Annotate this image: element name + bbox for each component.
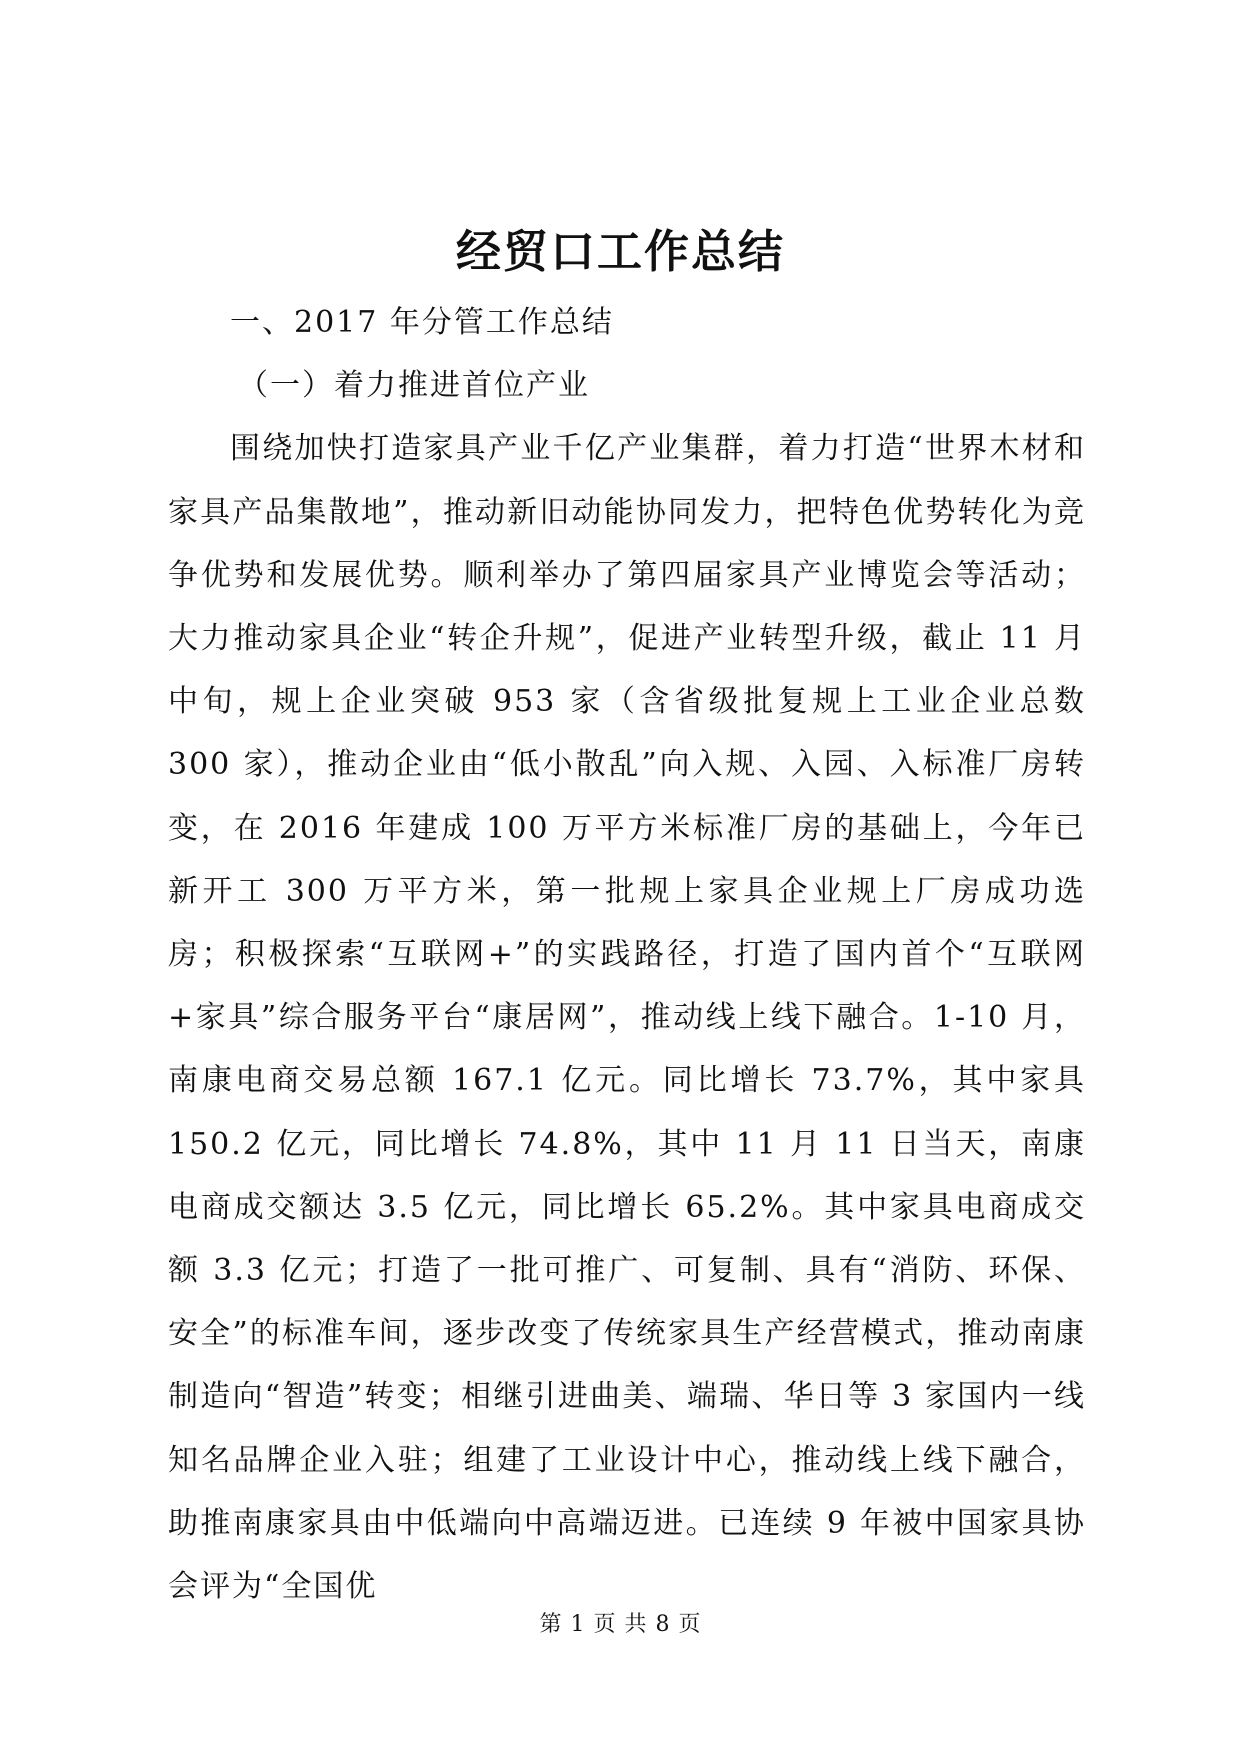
body-paragraph: 围绕加快打造家具产业千亿产业集群，着力打造“世界木材和家具产品集散地”，推动新旧动能协同发力，把特色优势转化为竞争优势和发展优势。顺利举办了第四届家具产业博览会等活动；大力推动家具企业“转企升规”，促进产业转型升级，截止 11 月中旬，规上企业突破 953 家（含省级批复规上工业企业总数 300 家），推动企业由“低小散乱”向入规、入园、入标准厂房转变，在 2016 年建成 100 万平方米标准厂房的基础上，今年已新开工 300 万平方米，第一批规上家具企业规上厂房成功选房；积极探索“互联网+”的实践路径，打造了国内首个“互联网+家具”综合服务平台“康居网”，推动线上线下融合。1-10 月，南康电商交易总额 167.1 亿元。同比增长 73.7%，其中家具 150.2 亿元，同比增长 74.8%，其中 11 月 11 日当天，南康电商成交额达 3.5 亿元，同比增长 65.2%。其中家具电商成交额 3.3 亿元；打造了一批可推广、可复制、具有“消防、环保、安全”的标准车间，逐步改变了传统家具生产经营模式，推动南康制造向“智造”转变；相继引进曲美、端瑞、华日等 3 家国内一线知名品牌企业入驻；组建了工业设计中心，推动线上线下融合，助推南康家具由中低端向中高端迈进。已连续 9 年被中国家具协会评为“全国优 <box>168 431 1086 1605</box>
document-body <box>168 291 1086 1618</box>
page-number-footer: 第 1 页 共 8 页 <box>539 1612 702 1637</box>
section-heading: 一、2017 年分管工作总结 <box>230 305 614 340</box>
document-title: 经贸口工作总结 <box>455 225 785 278</box>
subsection-heading: （一）着力推进首位产业 <box>238 368 590 404</box>
